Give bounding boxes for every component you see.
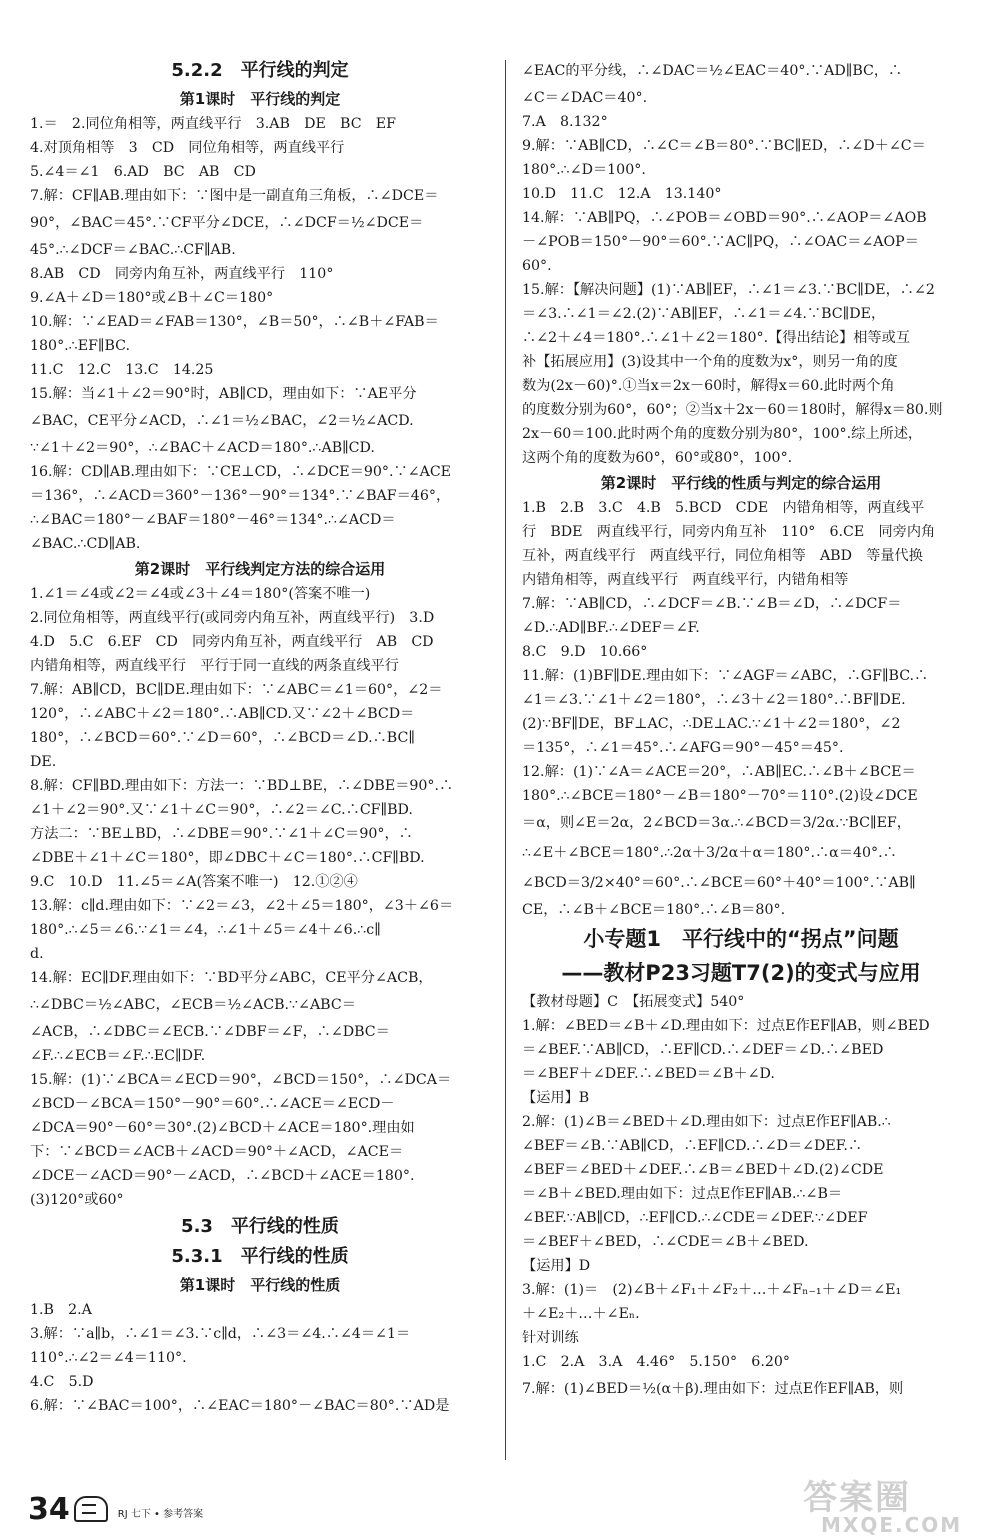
answer-line: ∠DCE－∠ACD＝90°－∠ACD，∴∠BCD＋∠ACE＝180°. [30,1168,415,1184]
answer-line: ∠ACB，∴∠DBC＝∠ECB.∵∠DBF＝∠F，∴∠DBC＝ [30,1024,390,1040]
answer-line: ＋∠E₂＋…＋∠Eₙ. [522,1306,640,1322]
answer-line: 2.同位角相等，两直线平行(或同旁内角互补，两直线平行) 3.D [30,610,435,626]
answer-line: 3.解：∵a∥b，∴∠1＝∠3.∵c∥d，∴∠3＝∠4.∴∠4＝∠1＝ [30,1326,411,1342]
answer-line: 110°.∴∠2＝∠4＝110°. [30,1350,187,1366]
answer-line: 12.解：(1)∵∠A＝∠ACE＝20°，∴AB∥EC.∴∠B＋∠BCE＝ [522,764,916,780]
answer-line: ∠EAC的平分线，∴∠DAC＝½∠EAC＝40°.∵AD∥BC，∴ [522,63,903,79]
answer-line: 方法二：∵BE⊥BD，∴∠DBE＝90°.∵∠1＋∠C＝90°，∴ [30,826,413,842]
answer-line: ＝∠BEF＋∠BED，∴∠CDE＝∠B＋∠BED. [522,1234,809,1250]
answer-line: 这两个角的度数为60°，60°或80°，100°. [522,450,793,466]
answer-line: 8.解：CF∥BD.理由如下：方法一：∵BD⊥BE，∴∠DBE＝90°.∴ [30,778,454,794]
answer-line: ∵∠1＋∠2＝90°，∴∠BAC＋∠ACD＝180°.∴AB∥CD. [30,440,375,456]
answer-line: 10.D 11.C 12.A 13.140° [522,186,722,202]
answer-line: ∠F.∴∠ECB＝∠F.∴EC∥DF. [30,1048,206,1064]
answer-line: 14.解：∵AB∥PQ，∴∠POB＝∠OBD＝90°.∴∠AOP＝∠AOB [522,210,927,226]
answer-line: 8.AB CD 同旁内角互补，两直线平行 110° [30,266,334,282]
lesson-heading: 第2课时 平行线的性质与判定的综合运用 [600,474,882,492]
answer-line: 8.C 9.D 10.66° [522,644,648,660]
topic-heading: ——教材P23习题T7(2)的变式与应用 [561,961,921,985]
answer-line: 的度数分别为60°，60°；②当x＋2x－60＝180时，解得x＝80.则 [522,402,943,418]
answer-line: 16.解：CD∥AB.理由如下：∵CE⊥CD，∴∠DCE＝90°.∵∠ACE [30,464,452,480]
answer-line: ＝∠3.∴∠1＝∠2.(2)∵AB∥EF，∴∠1＝∠4.∵BC∥DE， [522,306,886,322]
answer-line: 7.解：CF∥AB.理由如下：∵图中是一副直角三角板，∴∠DCE＝ [30,188,439,204]
answer-line: 6.解：∵∠BAC＝100°，∴∠EAC＝180°－∠BAC＝80°.∵AD是 [30,1398,450,1414]
answer-line: ∠1＝∠3.∵∠1＋∠2＝180°，∴∠3＋∠2＝180°.∴BF∥DE. [522,692,906,708]
answer-line: 4.D 5.C 6.EF CD 同旁内角互补，两直线平行 AB CD [30,634,434,650]
answer-line: 180°.∴EF∥BC. [30,338,131,354]
answer-line: 45°.∴∠DCF＝∠BAC.∴CF∥AB. [30,242,236,258]
answer-line: 180°，∴∠BCD＝60°.∵∠D＝60°，∴∠BCD＝∠D.∴BC∥ [30,730,415,746]
page-number: 34 [28,1492,70,1527]
answer-line: ∠BCD＝3/2×40°＝60°.∴∠BCE＝60°＋40°＝100°.∵AB∥ [522,875,916,891]
answer-line: 2x－60＝100.此时两个角的度数分别为80°，100°.综上所述， [522,426,923,442]
answer-line: 11.解：(1)BF∥DE.理由如下：∵∠AGF＝∠ABC，∴GF∥BC.∴ [522,668,929,684]
watermark-title: 答案圈 [803,1478,911,1518]
column-divider [505,60,506,1460]
answer-line: 14.解：EC∥DF.理由如下：∵BD平分∠ABC，CE平分∠ACB， [30,970,433,986]
answer-line: 7.A 8.132° [522,114,608,130]
answer-line: 15.解：【解决问题】(1)∵AB∥EF，∴∠1＝∠3.∵BC∥DE，∴∠2 [522,282,935,298]
answer-line: 内错角相等，两直线平行 平行于同一直线的两条直线平行 [30,658,399,674]
watermark-url: MXQE.COM [821,1513,963,1537]
answer-line: 11.C 12.C 13.C 14.25 [30,362,214,378]
book-logo-icon [74,1496,108,1522]
answer-line: 数为(2x－60)°.①当x＝2x－60时，解得x＝60.此时两个角 [522,378,895,394]
answer-line: 3.解：(1)＝ (2)∠B＋∠F₁＋∠F₂＋…＋∠Fₙ₋₁＋∠D＝∠E₁ [522,1282,902,1298]
answer-line: 1.∠1＝∠4或∠2＝∠4或∠3＋∠4＝180°(答案不唯一) [30,586,371,602]
answer-line: ∠1＋∠2＝90°.又∵∠1＋∠C＝90°，∴∠2＝∠C.∴CF∥BD. [30,802,413,818]
answer-line: ＝136°，∴∠ACD＝360°－136°－90°＝134°.∵∠BAF＝46°， [30,488,451,504]
answer-line: 180°.∴∠BCE＝180°－∠B＝180°－70°＝110°.(2)设∠DCE [522,788,918,804]
page-footer [28,1486,203,1526]
answer-line: ∠D.∴AD∥BF.∴∠DEF＝∠F. [522,620,700,636]
answer-line: 补【拓展应用】(3)设其中一个角的度数为x°，则另一角的度 [522,354,898,370]
answer-line: ＝∠B＋∠BED.理由如下：过点E作EF∥AB.∴∠B＝ [522,1186,843,1202]
answer-line: ∠BAC，CE平分∠ACD，∴∠1＝½∠BAC，∠2＝½∠ACD. [30,413,414,429]
answer-line: 内错角相等，两直线平行 两直线平行，内错角相等 [522,572,849,588]
answer-line: 【运用】D [522,1258,591,1274]
left-column [30,56,490,1418]
answer-line: 7.解：∵AB∥CD，∴∠DCF＝∠B.∵∠B＝∠D，∴∠DCF＝ [522,596,902,612]
answer-line: 180°.∴∠5＝∠6.∵∠1＝∠4，∴∠1＋∠5＝∠4＋∠6.∴c∥ [30,922,381,938]
answer-line: CE，∴∠B＋∠BCE＝180°.∴∠B＝80°. [522,902,786,918]
answer-line: 1.B 2.B 3.C 4.B 5.BCD CDE 内错角相等，两直线平 [522,500,925,516]
answer-line: 针对训练 [522,1330,579,1346]
answer-line: 1.C 2.A 3.A 4.46° 5.150° 6.20° [522,1354,790,1370]
answer-line: 9.C 10.D 11.∠5＝∠A(答案不唯一) 12.①②④ [30,874,358,890]
section-heading: 5.3.1 平行线的性质 [171,1246,349,1267]
answer-line: 2.解：(1)∠B＝∠BED＋∠D.理由如下：过点E作EF∥AB.∴ [522,1114,891,1130]
answer-line: ∴∠E＋∠BCE＝180°.∴2α＋3/2α＋α＝180°.∴α＝40°.∴ [522,845,897,861]
answer-line: d. [30,946,44,962]
answer-line: 120°，∴∠ABC＋∠2＝180°.∴AB∥CD.又∵∠2＋∠BCD＝ [30,706,415,722]
answer-line: 1.B 2.A [30,1302,92,1318]
answer-line: 90°，∠BAC＝45°.∵CF平分∠DCE，∴∠DCF＝½∠DCE＝ [30,215,424,231]
answer-line: ∴∠BAC＝180°－∠BAF＝180°－46°＝134°.∴∠ACD＝ [30,512,396,528]
answer-line: ＝α，则∠E＝2α，2∠BCD＝3α.∴∠BCD＝3/2α.∵BC∥EF， [522,815,911,831]
answer-line: 行 BDE 两直线平行，同旁内角互补 110° 6.CE 同旁内角 [522,524,936,540]
answer-line: 10.解：∵∠EAD＝∠FAB＝130°，∠B＝50°，∴∠B＋∠FAB＝ [30,314,439,330]
lesson-heading: 第1课时 平行线的性质 [179,1276,341,1294]
answer-line: ＝∠BEF.∵AB∥CD，∴EF∥CD.∴∠DEF＝∠D.∴∠BED [522,1042,884,1058]
answer-line: (2)∵BF∥DE，BF⊥AC，∴DE⊥AC.∵∠1＋∠2＝180°，∠2 [522,716,901,732]
answer-line: 互补，两直线平行 两直线平行，同位角相等 ABD 等量代换 [522,548,923,564]
answer-line: 60°. [522,258,552,274]
section-heading: 5.3 平行线的性质 [181,1216,339,1237]
answer-line: ＝∠BEF＋∠DEF.∴∠BED＝∠B＋∠D. [522,1066,775,1082]
answer-line: 9.解：∵AB∥CD，∴∠C＝∠B＝80°.∵BC∥ED，∴∠D＋∠C＝ [522,138,926,154]
answer-line: 9.∠A＋∠D＝180°或∠B＋∠C＝180° [30,290,274,306]
answer-line: ∠BEF.∵AB∥CD，∴EF∥CD.∴∠CDE＝∠DEF.∵∠DEF [522,1210,868,1226]
answer-line: ∠DCA＝90°－60°＝30°.(2)∠BCD＋∠ACE＝180°.理由如 [30,1120,415,1136]
answer-line: 7.解：AB∥CD，BC∥DE.理由如下：∵∠ABC＝∠1＝60°，∠2＝ [30,682,443,698]
right-column [522,56,960,1404]
watermark [803,1470,963,1537]
answer-line: 5.∠4＝∠1 6.AD BC AB CD [30,164,256,180]
section-heading: 5.2.2 平行线的判定 [171,60,349,81]
answer-line: 【教材母题】C 【拓展变式】540° [522,994,745,1010]
lesson-heading: 第1课时 平行线的判定 [179,90,341,108]
answer-line: 15.解：当∠1＋∠2＝90°时，AB∥CD，理由如下：∵AE平分 [30,386,417,402]
answer-line: ∠DBE＋∠1＋∠C＝180°，即∠DBC＋∠C＝180°.∴CF∥BD. [30,850,425,866]
answer-line: 4.对顶角相等 3 CD 同位角相等，两直线平行 [30,140,345,156]
answer-line: 4.C 5.D [30,1374,94,1390]
answer-line: 【运用】B [522,1090,590,1106]
answer-line: ＝135°，∴∠1＝45°.∴∠AFG＝90°－45°＝45°. [522,740,844,756]
answer-line: 15.解：(1)∵∠BCA＝∠ECD＝90°，∠BCD＝150°，∴∠DCA＝ [30,1072,452,1088]
answer-line: ∠C＝∠DAC＝40°. [522,90,648,106]
answer-line: ∴∠2＋∠4＝180°.∴∠1＋∠2＝180°.【得出结论】相等或互 [522,330,911,346]
footer-label: RJ 七下 • 参考答案 [117,1509,204,1520]
answer-line: 13.解：c∥d.理由如下：∵∠2＝∠3，∠2＋∠5＝180°，∠3＋∠6＝ [30,898,454,914]
lesson-heading: 第2课时 平行线判定方法的综合运用 [134,560,386,578]
answer-line: ∠BEF＝∠B.∵AB∥CD，∴EF∥CD.∴∠D＝∠DEF.∴ [522,1138,863,1154]
answer-line: 180°.∴∠D＝100°. [522,162,646,178]
answer-line: DE. [30,754,57,770]
topic-heading: 小专题1 平行线中的“拐点”问题 [583,927,899,951]
answer-line: 7.解：(1)∠BED＝½(α＋β).理由如下：过点E作EF∥AB，则 [522,1381,904,1397]
answer-line: －∠POB＝150°－90°＝60°.∵AC∥PQ，∴∠OAC＝∠AOP＝ [522,234,919,250]
answer-line: (3)120°或60° [30,1192,124,1208]
answer-line: ∴∠DBC＝½∠ABC，∠ECB＝½∠ACB.∵∠ABC＝ [30,997,356,1013]
answer-line: ∠BAC.∴CD∥AB. [30,536,141,552]
answer-line: 下：∵∠BCD＝∠ACB＋∠ACD＝90°＋∠ACD，∠ACE＝ [30,1144,404,1160]
answer-line: ∠BEF＝∠BED＋∠DEF.∴∠B＝∠BED＋∠D.(2)∠CDE [522,1162,884,1178]
answer-line: 1.＝ 2.同位角相等，两直线平行 3.AB DE BC EF [30,116,396,132]
answer-line: ∠BCD－∠BCA＝150°－90°＝60°.∴∠ACE＝∠ECD－ [30,1096,395,1112]
answer-line: 1.解：∠BED＝∠B＋∠D.理由如下：过点E作EF∥AB，则∠BED [522,1018,930,1034]
